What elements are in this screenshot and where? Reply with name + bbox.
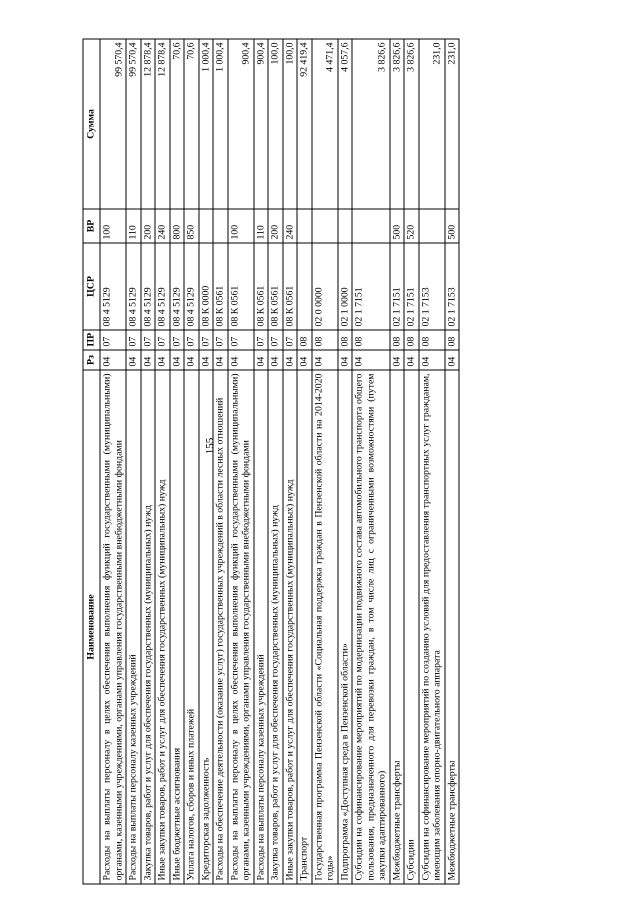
cell-pr: 08: [312, 330, 338, 350]
cell-pr: 08: [445, 330, 460, 350]
cell-csr: 02 1 7151: [404, 243, 419, 330]
column-header-sum: Сумма: [83, 39, 100, 209]
cell-sum: 70,6: [170, 39, 185, 209]
cell-vr: 200: [268, 209, 283, 243]
table-row: [170, 39, 185, 884]
cell-csr: 02 1 7153: [419, 243, 445, 330]
cell-name: Субсидии на софинансирование мероприятий по созданию условий для предоставления транспортных услуг гражданам, имеющим заболевания опорно-двигательного аппарата: [419, 370, 445, 884]
table-row: [199, 39, 214, 884]
cell-sum: 100,0: [283, 39, 298, 209]
cell-sum: 231,0: [419, 39, 445, 209]
cell-vr: [352, 209, 390, 243]
cell-name: Межбюджетные трансферты: [390, 370, 405, 884]
cell-name: Субсидии: [404, 370, 419, 884]
cell-csr: 02 0 0000: [312, 243, 338, 330]
table-row: [352, 39, 390, 884]
cell-csr: 02 1 7153: [445, 243, 460, 330]
column-header-vr: ВР: [83, 209, 100, 243]
cell-rz: 04: [312, 350, 338, 370]
cell-vr: 200: [141, 209, 156, 243]
cell-sum: 231,0: [445, 39, 460, 209]
cell-name: Кредиторская задолженность: [199, 370, 214, 884]
cell-csr: 08 К 0561: [283, 243, 298, 330]
column-header-pr: ПР: [83, 330, 100, 350]
cell-name: Подпрограмма «Доступная среда в Пензенской области»: [338, 370, 353, 884]
cell-vr: [312, 209, 338, 243]
cell-name: Иные закупки товаров, работ и услуг для обеспечения государственных (муниципальных) нужд: [283, 370, 298, 884]
cell-rz: 04: [199, 350, 214, 370]
table-header-row: [83, 39, 100, 884]
cell-vr: 110: [254, 209, 269, 243]
cell-pr: 07: [126, 330, 141, 350]
cell-name: Закупка товаров, работ и услуг для обеспечения государственных (муниципальных) нужд: [141, 370, 156, 884]
cell-pr: 08: [297, 330, 312, 350]
column-header-rz: Рз: [83, 350, 100, 370]
cell-csr: 08 К 0561: [254, 243, 269, 330]
cell-rz: 04: [445, 350, 460, 370]
table-row: [268, 39, 283, 884]
cell-vr: 850: [184, 209, 199, 243]
cell-rz: 04: [228, 350, 254, 370]
cell-csr: 02 1 0000: [338, 243, 353, 330]
cell-rz: 04: [419, 350, 445, 370]
cell-sum: 92 419,4: [297, 39, 312, 209]
cell-sum: 3 826,6: [404, 39, 419, 209]
cell-vr: [297, 209, 312, 243]
table-row: [390, 39, 405, 884]
cell-rz: 04: [184, 350, 199, 370]
cell-name: Субсидии на софинансирование мероприятий по модернизации подвижного состава автомобильного транспорта общего пользования, предназначенного для перевозки граждан, в том числе лиц с ограниченными возможностями (путем закупки адаптированного): [352, 370, 390, 884]
cell-csr: 02 1 7151: [352, 243, 390, 330]
cell-rz: 04: [297, 350, 312, 370]
cell-pr: 08: [352, 330, 390, 350]
cell-name: Расходы на выплаты персоналу казенных учреждений: [126, 370, 141, 884]
cell-sum: 12 878,4: [141, 39, 156, 209]
cell-name: Расходы на обеспечение деятельности (оказание услуг) государственных учреждений в области лесных отношений: [213, 370, 228, 884]
cell-vr: 110: [126, 209, 141, 243]
cell-rz: 04: [338, 350, 353, 370]
cell-pr: 08: [404, 330, 419, 350]
table-row: [297, 39, 312, 884]
cell-name: Закупка товаров, работ и услуг для обеспечения государственных (муниципальных) нужд: [268, 370, 283, 884]
cell-pr: 07: [199, 330, 214, 350]
cell-csr: 08 К 0561: [268, 243, 283, 330]
cell-csr: 08 К 0000: [199, 243, 214, 330]
cell-sum: 70,6: [184, 39, 199, 209]
cell-sum: 1 000,4: [199, 39, 214, 209]
cell-vr: 500: [445, 209, 460, 243]
rotated-page-content: [83, 40, 568, 885]
cell-sum: 3 826,6: [352, 39, 390, 209]
cell-csr: 08 4 5129: [155, 243, 170, 330]
cell-sum: 1 000,4: [213, 39, 228, 209]
cell-name: Межбюджетные трансферты: [445, 370, 460, 884]
cell-csr: 08 4 5129: [141, 243, 156, 330]
cell-sum: 99 570,4: [126, 39, 141, 209]
cell-name: Иные закупки товаров, работ и услуг для обеспечения государственных (муниципальных) нужд: [155, 370, 170, 884]
cell-vr: 100: [228, 209, 254, 243]
table-row: [141, 39, 156, 884]
cell-pr: 07: [184, 330, 199, 350]
table-row: [155, 39, 170, 884]
table-row: [312, 39, 338, 884]
cell-rz: 04: [352, 350, 390, 370]
cell-vr: 240: [155, 209, 170, 243]
cell-rz: 04: [390, 350, 405, 370]
cell-rz: 04: [404, 350, 419, 370]
table-body: [100, 39, 459, 884]
cell-rz: 04: [126, 350, 141, 370]
table-row: [184, 39, 199, 884]
cell-vr: 500: [390, 209, 405, 243]
cell-rz: 04: [213, 350, 228, 370]
cell-name: Расходы на выплаты персоналу казенных учреждений: [254, 370, 269, 884]
cell-pr: 07: [283, 330, 298, 350]
cell-csr: 02 1 7151: [390, 243, 405, 330]
cell-name: Расходы на выплаты персоналу в целях обеспечения выполнения функций государственными (муниципальными) органами, казенными учреждениями, органами управления государственными внебюджетными фондами: [100, 370, 126, 884]
cell-pr: 07: [155, 330, 170, 350]
budget-table: [83, 39, 460, 885]
cell-csr: 08 К 0561: [213, 243, 228, 330]
cell-rz: 04: [100, 350, 126, 370]
cell-sum: 900,4: [254, 39, 269, 209]
table-row: [100, 39, 126, 884]
cell-name: Государственная программа Пензенской области «Социальная поддержка граждан в Пензенской области на 2014-2020 годы»: [312, 370, 338, 884]
table-row: [126, 39, 141, 884]
cell-vr: [213, 209, 228, 243]
cell-name: Иные бюджетные ассигнования: [170, 370, 185, 884]
column-header-csr: ЦСР: [83, 243, 100, 330]
cell-pr: 07: [170, 330, 185, 350]
cell-csr: 08 4 5129: [184, 243, 199, 330]
cell-csr: 08 4 5129: [170, 243, 185, 330]
cell-pr: 08: [338, 330, 353, 350]
cell-vr: 240: [283, 209, 298, 243]
cell-vr: [338, 209, 353, 243]
table-row: [213, 39, 228, 884]
cell-pr: 07: [141, 330, 156, 350]
cell-sum: 4 471,4: [312, 39, 338, 209]
cell-pr: 08: [419, 330, 445, 350]
cell-vr: 800: [170, 209, 185, 243]
cell-csr: 08 4 5129: [126, 243, 141, 330]
table-row: [445, 39, 460, 884]
cell-rz: 04: [254, 350, 269, 370]
cell-rz: 04: [170, 350, 185, 370]
table-row: [228, 39, 254, 884]
cell-sum: 4 057,6: [338, 39, 353, 209]
cell-pr: 08: [390, 330, 405, 350]
cell-csr: [297, 243, 312, 330]
cell-sum: 100,0: [268, 39, 283, 209]
cell-pr: 07: [254, 330, 269, 350]
cell-sum: 3 826,6: [390, 39, 405, 209]
table-row: [419, 39, 445, 884]
cell-csr: 08 4 5129: [100, 243, 126, 330]
cell-name: Уплата налогов, сборов и иных платежей: [184, 370, 199, 884]
cell-sum: 900,4: [228, 39, 254, 209]
cell-pr: 07: [228, 330, 254, 350]
table-row: [338, 39, 353, 884]
cell-pr: 07: [213, 330, 228, 350]
cell-rz: 04: [141, 350, 156, 370]
cell-name: Транспорт: [297, 370, 312, 884]
cell-vr: 520: [404, 209, 419, 243]
cell-sum: 99 570,4: [100, 39, 126, 209]
cell-name: Расходы на выплаты персоналу в целях обеспечения выполнения функций государственными (муниципальными) органами, казенными учреждениями, органами управления государственными внебюджетными фондами: [228, 370, 254, 884]
cell-rz: 04: [155, 350, 170, 370]
table-row: [404, 39, 419, 884]
column-header-name: Наименование: [83, 370, 100, 884]
cell-rz: 04: [268, 350, 283, 370]
page-number: 155: [204, 437, 216, 455]
cell-vr: 100: [100, 209, 126, 243]
cell-csr: 08 К 0561: [228, 243, 254, 330]
cell-rz: 04: [283, 350, 298, 370]
cell-pr: 07: [268, 330, 283, 350]
cell-vr: [419, 209, 445, 243]
cell-sum: 12 878,4: [155, 39, 170, 209]
table-row: [254, 39, 269, 884]
cell-pr: 07: [100, 330, 126, 350]
table-row: [283, 39, 298, 884]
cell-vr: [199, 209, 214, 243]
